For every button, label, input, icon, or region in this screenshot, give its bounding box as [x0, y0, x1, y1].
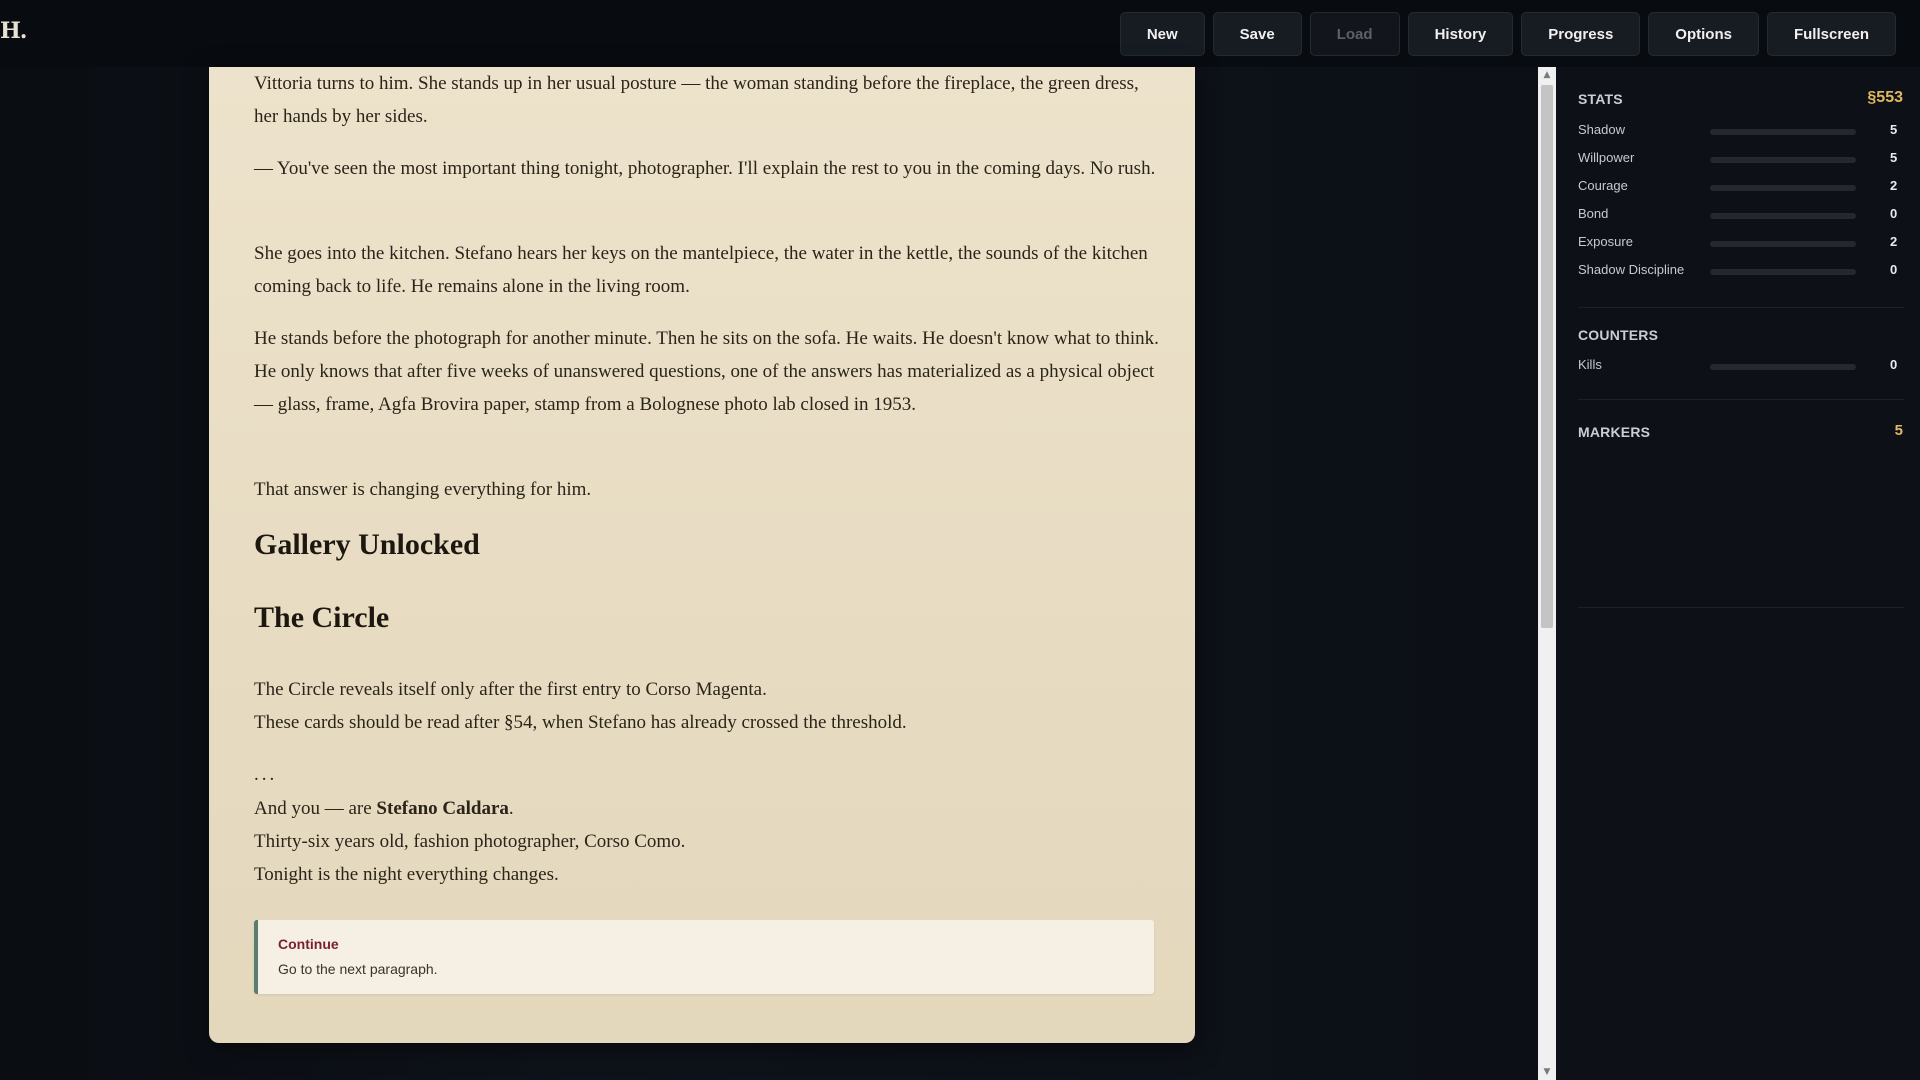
stat-row-courage — [1578, 178, 1898, 198]
stats-label: STATS — [1578, 91, 1623, 107]
circle-heading: The Circle — [254, 601, 390, 634]
stat-bar — [1710, 241, 1856, 247]
story-paragraph: He stands before the photograph for another minute. Then he sits on the sofa. He waits. He doesn't know what to think. He only knows that after five weeks of unanswered questions, one of the answers has materialized as a physical object — glass, frame, Agfa Brovira paper, stamp from a Bolognese photo lab closed in 1953. — [254, 328, 1159, 415]
page-scrollbar[interactable] — [1538, 67, 1556, 1080]
counters-label: COUNTERS — [1578, 327, 1659, 343]
stat-value: 5 — [1890, 122, 1898, 137]
character-suffix: . — [508, 798, 514, 819]
character-intro — [254, 792, 685, 891]
gallery-unlocked-heading: Gallery Unlocked — [254, 528, 480, 561]
save-button[interactable]: Save — [1213, 12, 1302, 56]
stat-value: 5 — [1890, 150, 1898, 165]
continue-choice[interactable] — [254, 920, 1154, 994]
stat-value: 2 — [1890, 178, 1898, 193]
counter-bar — [1710, 364, 1856, 370]
progress-button[interactable]: Progress — [1521, 12, 1640, 56]
character-line — [254, 792, 685, 825]
scroll-up-arrow-icon[interactable]: ▲ — [1543, 70, 1551, 80]
stat-name: Willpower — [1578, 150, 1635, 165]
story-paragraph: — You've seen the most important thing tonight, photographer. I'll explain the rest to you in the coming days. No rush. — [254, 158, 1156, 179]
choice-description: Go to the next paragraph. — [278, 961, 438, 977]
scroll-thumb[interactable] — [1541, 85, 1553, 628]
character-line: Tonight is the night everything changes. — [254, 864, 559, 885]
stat-value: 2 — [1890, 234, 1898, 249]
stat-bar — [1710, 185, 1856, 191]
stat-bar — [1710, 213, 1856, 219]
history-button[interactable]: History — [1408, 12, 1514, 56]
stat-row-shadow — [1578, 122, 1898, 142]
story-paragraph: She goes into the kitchen. Stefano hears her keys on the mantelpiece, the water in the kettle, the sounds of the kitchen coming back to life. He remains alone in the living room. — [254, 243, 1148, 297]
new-button[interactable]: New — [1120, 12, 1205, 56]
stat-row-exposure — [1578, 234, 1898, 254]
main-nav — [1120, 12, 1896, 56]
character-name: Stefano Caldara — [376, 798, 509, 819]
stat-value: 0 — [1890, 262, 1898, 277]
story-paragraph: That answer is changing everything for him. — [254, 479, 592, 500]
brand-logo[interactable]: H. — [0, 18, 27, 44]
top-bar — [0, 0, 1920, 67]
load-button[interactable]: Load — [1310, 12, 1400, 56]
stat-bar — [1710, 269, 1856, 275]
character-prefix: And you — are — [254, 798, 377, 819]
stat-row-bond — [1578, 206, 1898, 226]
stat-name: Courage — [1578, 178, 1628, 193]
markers-value: 5 — [1894, 422, 1903, 439]
section-divider — [1578, 399, 1904, 400]
section-reference: §553 — [1867, 89, 1903, 106]
counter-name: Kills — [1578, 357, 1602, 372]
circle-intro — [254, 673, 907, 739]
story-page — [209, 67, 1195, 1043]
section-divider — [1578, 607, 1904, 608]
circle-line: These cards should be read after §54, when Stefano has already crossed the threshold. — [254, 712, 907, 733]
stat-row-shadow-discipline — [1578, 262, 1898, 282]
choice-title: Continue — [278, 936, 339, 952]
ellipsis-separator: ... — [254, 764, 278, 785]
stats-sidebar — [1556, 67, 1920, 1080]
options-button[interactable]: Options — [1648, 12, 1759, 56]
stat-bar — [1710, 157, 1856, 163]
fullscreen-button[interactable]: Fullscreen — [1767, 12, 1896, 56]
stat-name: Exposure — [1578, 234, 1633, 249]
counter-value: 0 — [1890, 357, 1898, 372]
stat-name: Bond — [1578, 206, 1609, 221]
stat-name: Shadow — [1578, 122, 1625, 137]
story-paragraph: Vittoria turns to him. She stands up in her usual posture — the woman standing before the fireplace, the green dress, her hands by her sides. — [254, 73, 1139, 127]
scroll-down-arrow-icon[interactable]: ▼ — [1543, 1067, 1551, 1077]
stat-name: Shadow Discipline — [1578, 262, 1685, 277]
markers-label: MARKERS — [1578, 424, 1651, 440]
section-divider — [1578, 307, 1904, 308]
counter-row-kills — [1578, 357, 1898, 377]
stat-row-willpower — [1578, 150, 1898, 170]
stat-bar — [1710, 129, 1856, 135]
character-line: Thirty-six years old, fashion photographer, Corso Como. — [254, 831, 686, 852]
circle-line: The Circle reveals itself only after the first entry to Corso Magenta. — [254, 679, 767, 700]
stat-value: 0 — [1890, 206, 1898, 221]
